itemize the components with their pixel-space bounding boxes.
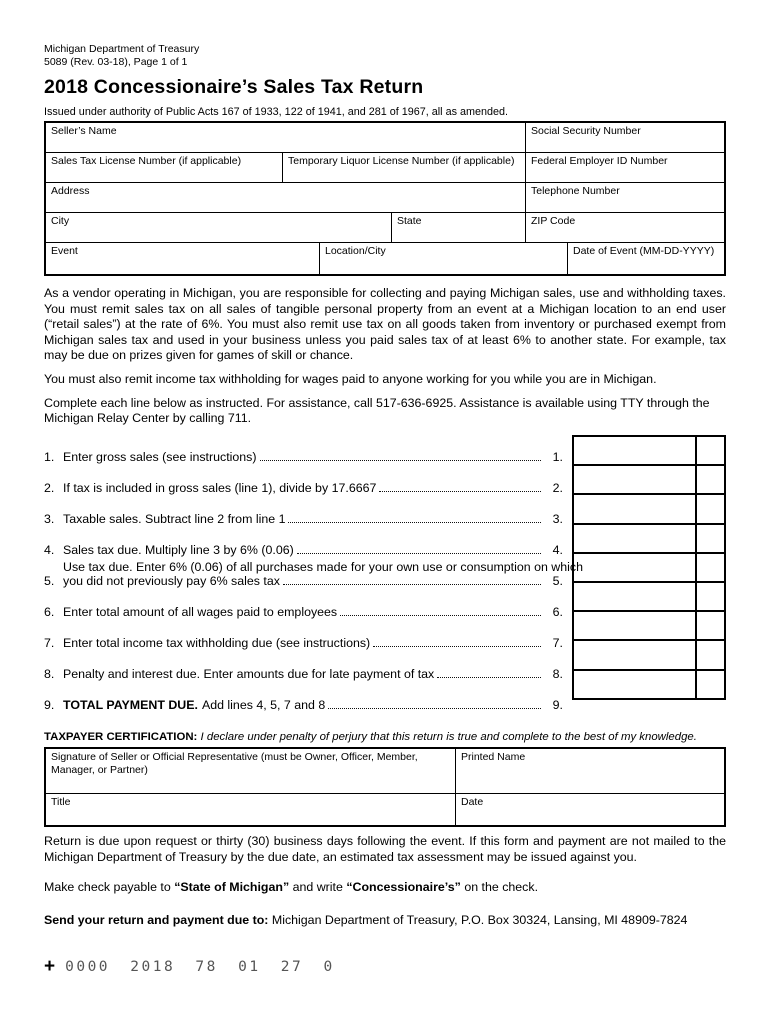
fein-label: Federal Employer ID Number (531, 155, 668, 167)
line-9-amount-dollars[interactable] (573, 670, 696, 699)
line-2-amount-dollars[interactable] (573, 465, 696, 494)
line-8-amount-cents[interactable] (696, 640, 725, 669)
zip-label: ZIP Code (531, 215, 576, 227)
line-3-amount-cents[interactable] (696, 494, 725, 523)
dot-leader (328, 707, 541, 709)
dot-leader (283, 583, 541, 585)
line-9-label-bold: TOTAL PAYMENT DUE. (63, 697, 198, 712)
intro-paragraph-2: You must also remit income tax withholding for wages paid to anyone working for you while you are in Michigan. (44, 371, 657, 386)
dot-leader (297, 552, 541, 554)
line-4-amount-dollars[interactable] (573, 524, 696, 553)
line-5-amount-dollars[interactable] (573, 553, 696, 582)
line-7 (44, 621, 570, 652)
intro-paragraph-1: As a vendor operating in Michigan, you are responsible for collecting and paying Michigan sales, use and withholding taxes. You must remit sales tax on all sales of tangible personal property from an event at a Michigan location to an end user (“retail sales”) at the rate of 6%. You must also remit use tax on all goods taken from inventory or purchased exempt from Michigan sales tax and used in your business unless you paid sales tax of at least 6% to another state. For example, tax may be due on prizes given for games of skill or chance. (44, 286, 726, 363)
line-5 (44, 559, 583, 590)
field-telephone[interactable] (526, 183, 724, 212)
line-9-number: 9. (44, 698, 55, 712)
line-6-amount-dollars[interactable] (573, 582, 696, 611)
line-3-number: 3. (44, 512, 55, 526)
seller-info-table (44, 121, 726, 276)
line-3-right-number: 3. (552, 512, 563, 526)
line-2-right-number: 2. (552, 481, 563, 495)
line-1 (44, 435, 570, 466)
seller-row-3 (46, 183, 724, 213)
line-1-label: Enter gross sales (see instructions) (63, 449, 257, 464)
form-title: 2018 Concessionaire’s Sales Tax Return (44, 76, 424, 98)
line-7-amount-cents[interactable] (696, 611, 725, 640)
city-label: City (51, 215, 70, 227)
line-5-right-number: 5. (552, 574, 563, 588)
line-2-number: 2. (44, 481, 55, 495)
line-9-right-number: 9. (552, 698, 563, 712)
dot-leader (379, 490, 541, 492)
line-5-label-first: Use tax due. Enter 6% (0.06) of all purchases made for your own use or consumption on which (63, 560, 583, 574)
field-state[interactable] (392, 213, 526, 242)
field-sales-tax-license[interactable] (46, 153, 283, 182)
dot-leader (373, 645, 541, 647)
line-8 (44, 652, 570, 683)
scanline-digits: 0000 2018 78 01 27 0 (65, 959, 335, 975)
line-4-amount-cents[interactable] (696, 524, 725, 553)
date-of-event-label: Date of Event (MM-DD-YYYY) (573, 245, 715, 257)
mailing-instructions: Send your return and payment due to: Michigan Department of Treasury, P.O. Box 30324, Lansing, MI 48909-7824 (44, 913, 688, 928)
certification-row-2 (46, 794, 724, 825)
line-2-label: If tax is included in gross sales (line 1), divide by 17.6667 (63, 480, 377, 495)
location-city-label: Location/City (325, 245, 386, 257)
title-label: Title (51, 796, 71, 808)
field-date[interactable] (456, 794, 724, 825)
liquor-license-label: Temporary Liquor License Number (if applicable) (288, 155, 515, 167)
line-7-amount-dollars[interactable] (573, 611, 696, 640)
sales-tax-license-label: Sales Tax License Number (if applicable) (51, 155, 242, 167)
address-label: Address (51, 185, 90, 197)
line-5-label-second: you did not previously pay 6% sales tax (63, 573, 280, 588)
certification-heading-line (44, 731, 726, 744)
seller-row-4 (46, 213, 724, 243)
field-fein[interactable] (526, 153, 724, 182)
signature-label: Signature of Seller or Official Representative (must be Owner, Officer, Member, Manager, or Partner) (51, 751, 418, 776)
line-1-right-number: 1. (552, 450, 563, 464)
certification-row-1 (46, 749, 724, 794)
line-8-number: 8. (44, 667, 55, 681)
line-2-amount-cents[interactable] (696, 465, 725, 494)
line-1-amount-dollars[interactable] (573, 436, 696, 465)
event-label: Event (51, 245, 78, 257)
certification-heading: TAXPAYER CERTIFICATION: (44, 731, 198, 743)
line-6-label: Enter total amount of all wages paid to employees (63, 604, 338, 619)
line-1-number: 1. (44, 450, 55, 464)
line-2 (44, 466, 570, 497)
instructions-block (44, 286, 726, 435)
seller-row-2 (46, 153, 724, 183)
field-date-of-event[interactable] (568, 243, 724, 274)
field-ssn[interactable] (526, 123, 724, 152)
line-4 (44, 528, 570, 559)
line-8-right-number: 8. (552, 667, 563, 681)
form-header (44, 43, 726, 118)
certification-statement: I declare under penalty of perjury that this return is true and complete to the best of my knowledge. (200, 731, 697, 743)
field-address[interactable] (46, 183, 526, 212)
line-8-amount-dollars[interactable] (573, 640, 696, 669)
dot-leader (437, 676, 541, 678)
date-label: Date (461, 796, 484, 808)
sellers-name-label: Seller’s Name (51, 125, 117, 137)
line-7-right-number: 7. (552, 636, 563, 650)
line-9-amount-cents[interactable] (696, 670, 725, 699)
intro-paragraph-3: Complete each line below as instructed. For assistance, call 517-636-6925. Assistance is available using TTY through the Michigan Relay Center by calling 711. (44, 395, 710, 426)
line-4-right-number: 4. (552, 543, 563, 557)
printed-name-label: Printed Name (461, 751, 526, 763)
check-instructions: Make check payable to “State of Michigan” and write “Concessionaire’s” on the check. (44, 879, 539, 894)
field-event[interactable] (46, 243, 320, 274)
dot-leader (260, 459, 541, 461)
agency-name: Michigan Department of Treasury (44, 43, 200, 55)
amount-entry-table (572, 435, 726, 700)
field-printed-name[interactable] (456, 749, 724, 793)
certification-table (44, 747, 726, 827)
certification-section (44, 731, 726, 827)
line-9 (44, 683, 570, 714)
line-3-label: Taxable sales. Subtract line 2 from line 1 (63, 511, 286, 526)
plus-mark: + (44, 956, 56, 977)
field-location-city[interactable] (320, 243, 568, 274)
field-title[interactable] (46, 794, 456, 825)
field-sellers-name[interactable] (46, 123, 526, 152)
ssn-label: Social Security Number (531, 125, 641, 137)
seller-row-5 (46, 243, 724, 274)
line-7-label: Enter total income tax withholding due (see instructions) (63, 635, 371, 650)
authority-text: Issued under authority of Public Acts 167 of 1933, 122 of 1941, and 281 of 1967, all as amended. (44, 106, 508, 118)
line-3-amount-dollars[interactable] (573, 494, 696, 523)
check-memo: “Concessionaire’s” (346, 879, 461, 894)
send-to-bold: Send your return and payment due to: (44, 913, 269, 928)
line-1-amount-cents[interactable] (696, 436, 725, 465)
line-4-label: Sales tax due. Multiply line 3 by 6% (0.06) (63, 542, 294, 557)
check-payee: “State of Michigan” (174, 879, 290, 894)
telephone-label: Telephone Number (531, 185, 620, 197)
footer-section (44, 834, 726, 943)
line-7-number: 7. (44, 636, 55, 650)
line-5-amount-cents[interactable] (696, 553, 725, 582)
tax-lines-section (44, 435, 726, 716)
line-8-label: Penalty and interest due. Enter amounts due for late payment of tax (63, 666, 435, 681)
field-zip[interactable] (526, 213, 724, 242)
form-number: 5089 (Rev. 03-18), Page 1 of 1 (44, 56, 188, 68)
field-city[interactable] (46, 213, 392, 242)
seller-row-1 (46, 123, 724, 153)
dot-leader (340, 614, 541, 616)
line-6-right-number: 6. (552, 605, 563, 619)
line-6 (44, 590, 570, 621)
scanline (44, 958, 335, 976)
due-date-text: Return is due upon request or thirty (30) business days following the event. If this form and payment are not mailed to the Michigan Department of Treasury by the due date, an estimated tax assessment may be issued against you. (44, 834, 726, 864)
line-4-number: 4. (44, 543, 55, 557)
dot-leader (288, 521, 541, 523)
line-6-number: 6. (44, 605, 55, 619)
field-liquor-license[interactable] (283, 153, 526, 182)
state-label: State (397, 215, 422, 227)
line-6-amount-cents[interactable] (696, 582, 725, 611)
line-9-label: Add lines 4, 5, 7 and 8 (201, 697, 326, 712)
line-3 (44, 497, 570, 528)
line-5-number: 5. (44, 574, 55, 588)
field-signature[interactable] (46, 749, 456, 793)
